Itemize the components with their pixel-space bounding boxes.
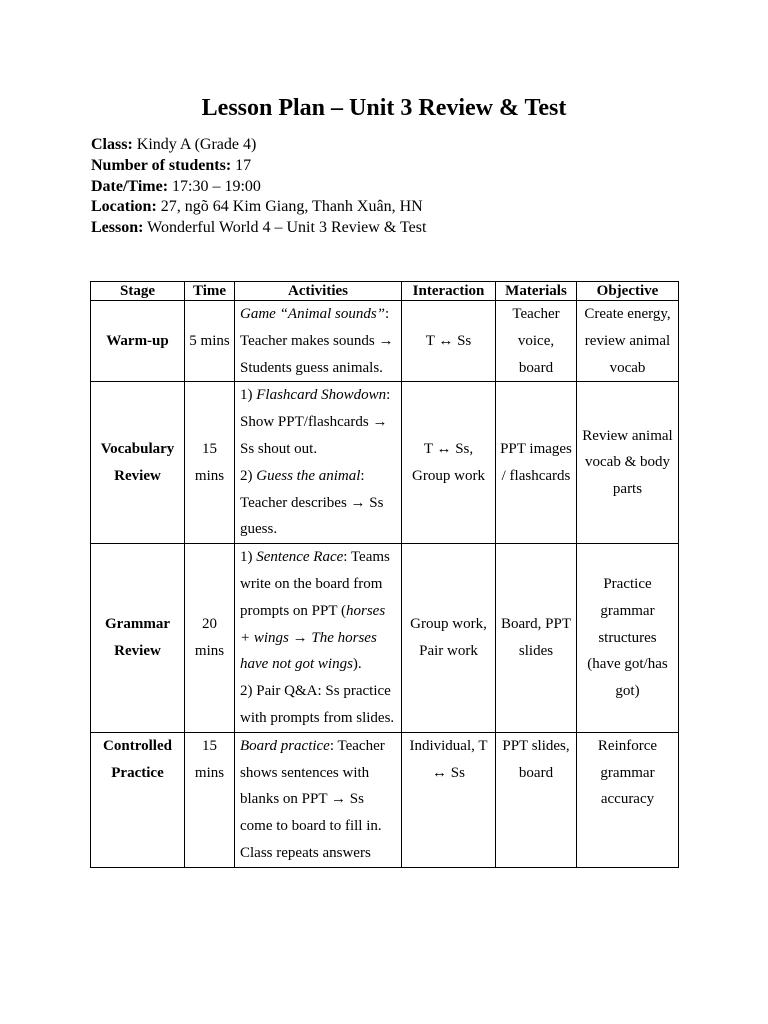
- table-header-row: [91, 282, 679, 301]
- materials-cell: PPT slides, board: [496, 732, 577, 867]
- info-class: [91, 135, 426, 156]
- activity-text: : Teacher makes sounds → Students guess animals.: [240, 306, 394, 376]
- objective-cell: Review animal vocab & body parts: [577, 382, 679, 544]
- info-label: Location:: [91, 198, 157, 216]
- info-value: 17:30 – 19:00: [168, 177, 261, 195]
- interaction-cell: Group work, Pair work: [402, 544, 496, 733]
- header-materials: Materials: [496, 282, 577, 301]
- time-cell: 15 mins: [185, 382, 235, 544]
- info-label: Class:: [91, 136, 133, 153]
- objective-cell: Practice grammar structures (have got/has got): [577, 544, 679, 733]
- time-cell: 20 mins: [185, 544, 235, 733]
- info-lesson: [91, 218, 426, 239]
- info-label: Number of students:: [91, 156, 232, 174]
- activity-name: Sentence Race: [256, 549, 344, 566]
- stage-cell: Grammar Review: [91, 544, 185, 733]
- activity-name: Guess the animal: [256, 467, 361, 484]
- info-value: Wonderful World 4 – Unit 3 Review & Test: [143, 219, 427, 237]
- activity-text: : Show PPT/flashcards → Ss shout out.: [240, 387, 391, 457]
- activity-number: 1): [240, 387, 257, 404]
- info-label: Lesson:: [91, 219, 144, 237]
- info-datetime: [91, 177, 426, 198]
- header-stage: Stage: [91, 282, 185, 301]
- page-title: Lesson Plan – Unit 3 Review & Test: [201, 95, 567, 121]
- objective-cell: Create energy, review animal vocab: [577, 301, 679, 382]
- materials-cell: Teacher voice, board: [496, 301, 577, 382]
- info-value: 17: [231, 156, 252, 174]
- table-row: [91, 382, 679, 544]
- activities-cell: [235, 732, 402, 867]
- info-label: Date/Time:: [91, 177, 169, 195]
- table-row: [91, 301, 679, 382]
- activity-name: Flashcard Showdown: [256, 387, 387, 404]
- activity-text: : Teacher describes → Ss guess.: [240, 467, 384, 538]
- info-value: Kindy A (Grade 4): [132, 136, 257, 153]
- time-cell: 15 mins: [185, 732, 235, 867]
- activity-example: horses + wings → The horses have not got wings: [240, 602, 386, 673]
- lesson-info: [91, 135, 426, 239]
- lesson-plan-table: [90, 281, 679, 868]
- objective-cell: Reinforce grammar accuracy: [577, 732, 679, 867]
- stage-cell: Controlled Practice: [91, 732, 185, 867]
- table-row: [91, 544, 679, 733]
- header-interaction: Interaction: [402, 282, 496, 301]
- table-row: [91, 732, 679, 867]
- activity-text: : Teacher shows sentences with blanks on PPT → Ss come to board to fill in. Class repeats answers: [240, 737, 385, 861]
- activities-cell: [235, 382, 402, 544]
- stage-cell: Vocabulary Review: [91, 382, 185, 544]
- activity-number: 2): [240, 467, 257, 484]
- activity-number: 1): [240, 549, 257, 566]
- materials-cell: Board, PPT slides: [496, 544, 577, 733]
- activity-name: Board practice: [240, 737, 330, 754]
- info-value: 27, ngõ 64 Kim Giang, Thanh Xuân, HN: [156, 198, 423, 216]
- header-time: Time: [185, 282, 235, 301]
- interaction-cell: T ↔ Ss: [402, 301, 496, 382]
- activities-cell: [235, 301, 402, 382]
- header-activities: Activities: [235, 282, 402, 301]
- interaction-cell: Individual, T ↔ Ss: [402, 732, 496, 867]
- activity-name: Game “Animal sounds”: [240, 306, 386, 322]
- activity-text: 2) Pair Q&A: Ss practice with prompts from slides.: [240, 683, 395, 726]
- activities-cell: [235, 544, 402, 733]
- activity-text: : Teams write on the board from prompts on PPT (: [240, 549, 390, 619]
- interaction-cell: T ↔ Ss, Group work: [402, 382, 496, 544]
- info-location: [91, 197, 426, 218]
- time-cell: 5 mins: [185, 301, 235, 382]
- header-objective: Objective: [577, 282, 679, 301]
- materials-cell: PPT images / flashcards: [496, 382, 577, 544]
- info-students: [91, 156, 426, 177]
- activity-text: ).: [352, 656, 362, 673]
- stage-cell: Warm-up: [91, 301, 185, 382]
